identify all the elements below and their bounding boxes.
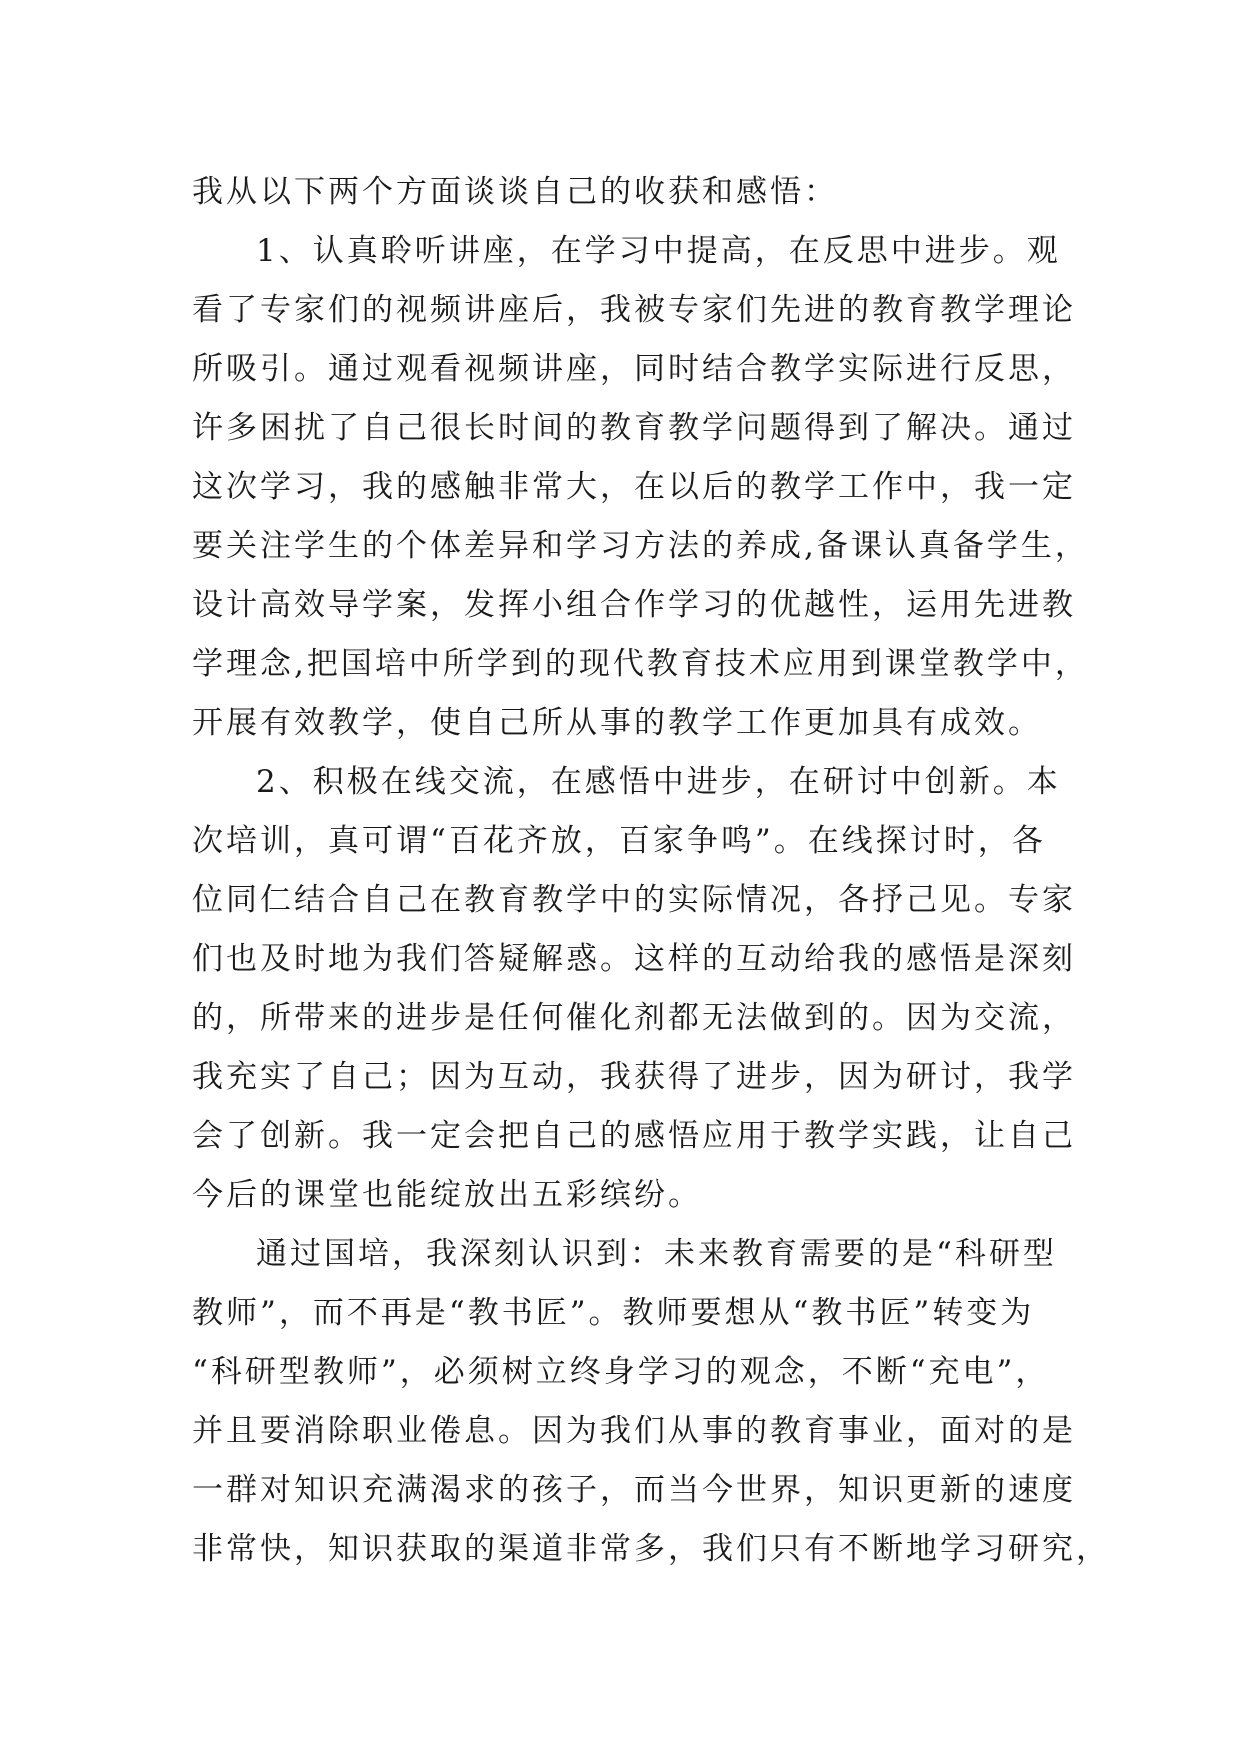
paragraph-2-line-3: 位同仁结合自己在教育教学中的实际情况，各抒己见。专家 — [192, 882, 1076, 918]
paragraph-1-line-5: 这次学习，我的感触非常大，在以后的教学工作中，我一定 — [192, 469, 1076, 505]
paragraph-1-line-3: 所吸引。通过观看视频讲座，同时结合教学实际进行反思， — [192, 351, 1076, 387]
paragraph-3-line-6: 非常快，知识获取的渠道非常多，我们只有不断地学习研究， — [192, 1531, 1110, 1567]
paragraph-1-line-2: 看了专家们的视频讲座后，我被专家们先进的教育教学理论 — [192, 292, 1076, 328]
paragraph-2-line-7: 会了创新。我一定会把自己的感悟应用于教学实践，让自己 — [192, 1118, 1076, 1154]
paragraph-1-line-1: 1、认真聆听讲座，在学习中提高，在反思中进步。观 — [256, 233, 1061, 269]
paragraph-2-line-4: 们也及时地为我们答疑解惑。这样的互动给我的感悟是深刻 — [192, 941, 1076, 977]
document-body — [192, 163, 1110, 1579]
paragraph-3-line-3: “科研型教师”，必须树立终身学习的观念，不断“充电”， — [192, 1354, 1050, 1390]
intro-line: 我从以下两个方面谈谈自己的收获和感悟： — [192, 174, 838, 210]
paragraph-2-line-6: 我充实了自己；因为互动，我获得了进步，因为研讨，我学 — [192, 1059, 1076, 1095]
paragraph-2-line-5: 的，所带来的进步是任何催化剂都无法做到的。因为交流， — [192, 1000, 1076, 1036]
paragraph-1-line-9: 开展有效教学，使自己所从事的教学工作更加具有成效。 — [192, 705, 1042, 741]
paragraph-2-line-1: 2、积极在线交流，在感悟中进步，在研讨中创新。本 — [256, 764, 1061, 800]
paragraph-3-line-1: 通过国培，我深刻认识到：未来教育需要的是“科研型 — [256, 1236, 1057, 1272]
paragraph-3-line-4: 并且要消除职业倦息。因为我们从事的教育事业，面对的是 — [192, 1413, 1076, 1449]
paragraph-1-line-7: 设计高效导学案，发挥小组合作学习的优越性，运用先进教 — [192, 587, 1076, 623]
paragraph-1-line-4: 许多困扰了自己很长时间的教育教学问题得到了解决。通过 — [192, 410, 1076, 446]
paragraph-3-line-2: 教师”，而不再是“教书匠”。教师要想从“教书匠”转变为 — [192, 1295, 1035, 1331]
paragraph-1-line-8: 学理念,把国培中所学到的现代教育技术应用到课堂教学中， — [192, 646, 1089, 682]
paragraph-2-line-2: 次培训，真可谓“百花齐放，百家争鸣”。在线探讨时，各 — [192, 823, 1046, 859]
paragraph-2-line-8: 今后的课堂也能绽放出五彩缤纷。 — [192, 1177, 702, 1213]
paragraph-3-line-5: 一群对知识充满渴求的孩子，而当今世界，知识更新的速度 — [192, 1472, 1076, 1508]
paragraph-1-line-6: 要关注学生的个体差异和学习方法的养成,备课认真备学生， — [192, 528, 1089, 564]
